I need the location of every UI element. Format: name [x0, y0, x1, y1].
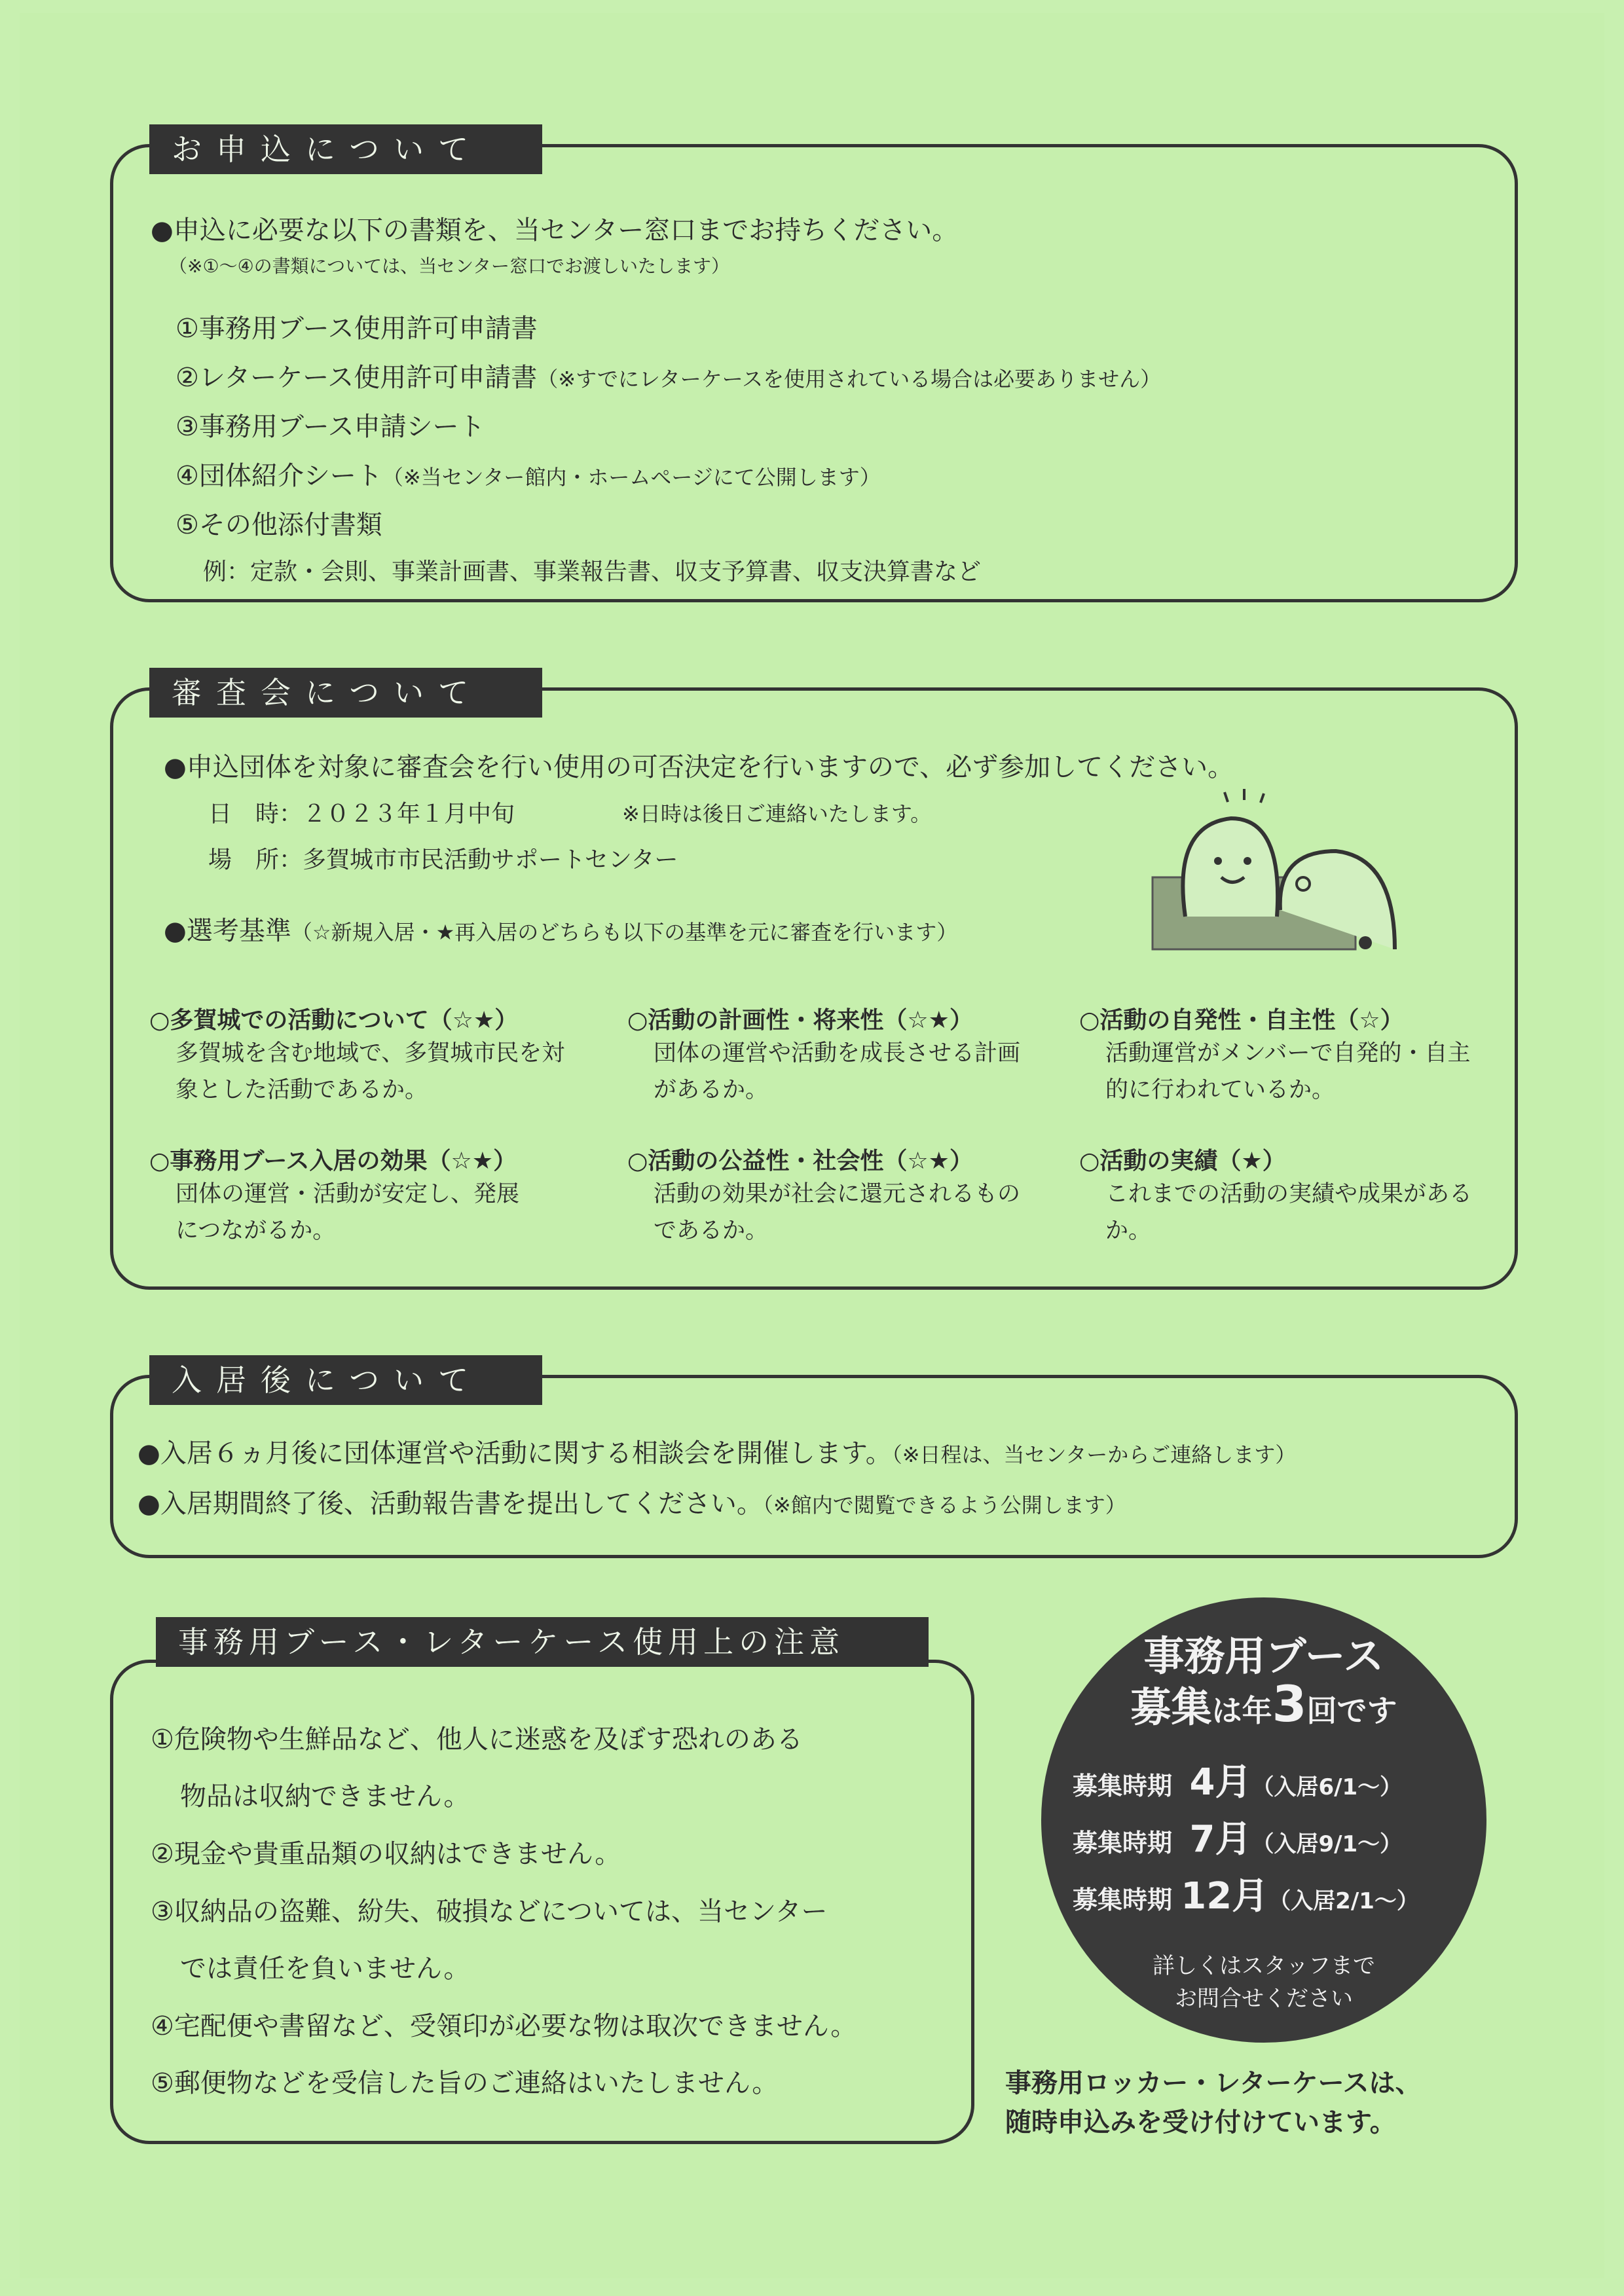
recruit-note-line1: 詳しくはスタッフまで [1153, 1953, 1375, 1979]
locker-note-line1: 事務用ロッカー・レターケースは、 [1005, 2068, 1422, 2098]
application-item: ①事務用ブース使用許可申請書 [175, 314, 538, 344]
review-date-note: ※日時は後日ご連絡いたします。 [622, 801, 932, 826]
application-item-note: （※当センター館内・ホームページにて公開します） [382, 465, 881, 490]
application-lead-note: （※①～④の書類については、当センター窓口でお渡しいたします） [169, 255, 729, 277]
mascot-illustration [1146, 786, 1421, 956]
criteria-item: ○活動の実績（★） これまでの活動の実績や成果があるか。 [1079, 1148, 1473, 1244]
recruit-period: 募集時期 4月（入居6/1～） [1073, 1761, 1403, 1804]
after-item: ●入居６ヵ月後に団体運営や活動に関する相談会を開催します。（※日程は、当センターからご連絡します） [138, 1438, 1297, 1468]
application-header: お申込について [149, 124, 542, 174]
application-item-note: （※すでにレターケースを使用されている場合は必要ありません） [537, 367, 1162, 392]
caution-line: 物品は収納できません。 [180, 1781, 470, 1812]
criteria-item: ○多賀城での活動について（☆★） 多賀城を含む地域で、多賀城市民を対象とした活動であるか。 [149, 1007, 565, 1103]
caution-line: ③収納品の盗難、紛失、破損などについては、当センター [151, 1897, 828, 1927]
application-item: ⑤その他添付書類 [175, 510, 382, 540]
after-header: 入居後について [149, 1355, 542, 1405]
review-place: 場 所：多賀城市市民活動サポートセンター [208, 847, 678, 873]
recruit-period: 募集時期 12月（入居2/1～） [1073, 1875, 1419, 1918]
review-header: 審査会について [149, 668, 542, 718]
criteria-item: ○活動の自発性・自主性（☆） 活動運営がメンバーで自発的・自主的に行われているか。 [1079, 1007, 1471, 1103]
after-item: ●入居期間終了後、活動報告書を提出してください。（※館内で閲覧できるよう公開します） [138, 1489, 1126, 1519]
criteria-note: （☆新規入居・★再入居のどちらも以下の基準を元に審査を行います） [291, 920, 958, 945]
recruit-badge [1041, 1597, 1486, 2043]
recruit-title-line2: 募集は年3回です [1130, 1675, 1397, 1733]
caution-line: ⑤郵便物などを受信した旨のご連絡はいたしません。 [151, 2068, 779, 2098]
criteria-item: ○活動の計画性・将来性（☆★） 団体の運営や活動を成長させる計画があるか。 [627, 1007, 1021, 1103]
application-item: ④団体紹介シート（※当センター館内・ホームページにて公開します） [175, 461, 881, 491]
application-example: 例：定款・会則、事業計画書、事業報告書、収支予算書、収支決算書など [203, 558, 982, 585]
criteria-title: ●選考基準（☆新規入居・★再入居のどちらも以下の基準を元に審査を行います） [164, 916, 958, 946]
recruit-title-line1: 事務用ブース [1143, 1632, 1384, 1680]
caution-line: ②現金や貴重品類の収納はできません。 [151, 1839, 621, 1869]
review-lead: ●申込団体を対象に審査会を行い使用の可否決定を行いますので、必ず参加してください。 [164, 752, 1234, 782]
caution-line: では責任を負いません。 [180, 1954, 470, 1984]
review-date: 日 時：２０２３年１月中旬 [208, 801, 515, 828]
after-item-note: （※日程は、当センターからご連絡します） [891, 1442, 1297, 1467]
criteria-item: ○活動の公益性・社会性（☆★） 活動の効果が社会に還元されるものであるか。 [627, 1148, 1021, 1244]
after-item-note: （※館内で閲覧できるよう公開します） [762, 1493, 1126, 1518]
recruit-note-line2: お問合せください [1175, 1986, 1353, 2012]
caution-line: ④宅配便や書留など、受領印が必要な物は取次できません。 [151, 2011, 857, 2041]
criteria-item: ○事務用ブース入居の効果（☆★） 団体の運営・活動が安定し、発展につながるか。 [149, 1148, 520, 1244]
caution-line: ①危険物や生鮮品など、他人に迷惑を及ぼす恐れのある [151, 1724, 803, 1755]
recruit-period: 募集時期 7月（入居9/1～） [1073, 1818, 1403, 1861]
application-item: ③事務用ブース申請シート [175, 412, 485, 442]
application-lead: ●申込に必要な以下の書類を、当センター窓口までお持ちください。 [151, 215, 959, 246]
caution-header: 事務用ブース・レターケース使用上の注意 [156, 1617, 929, 1667]
locker-note-line2: 随時申込みを受け付けています。 [1005, 2107, 1396, 2138]
application-item: ②レターケース使用許可申請書（※すでにレターケースを使用されている場合は必要ありません） [175, 363, 1162, 393]
